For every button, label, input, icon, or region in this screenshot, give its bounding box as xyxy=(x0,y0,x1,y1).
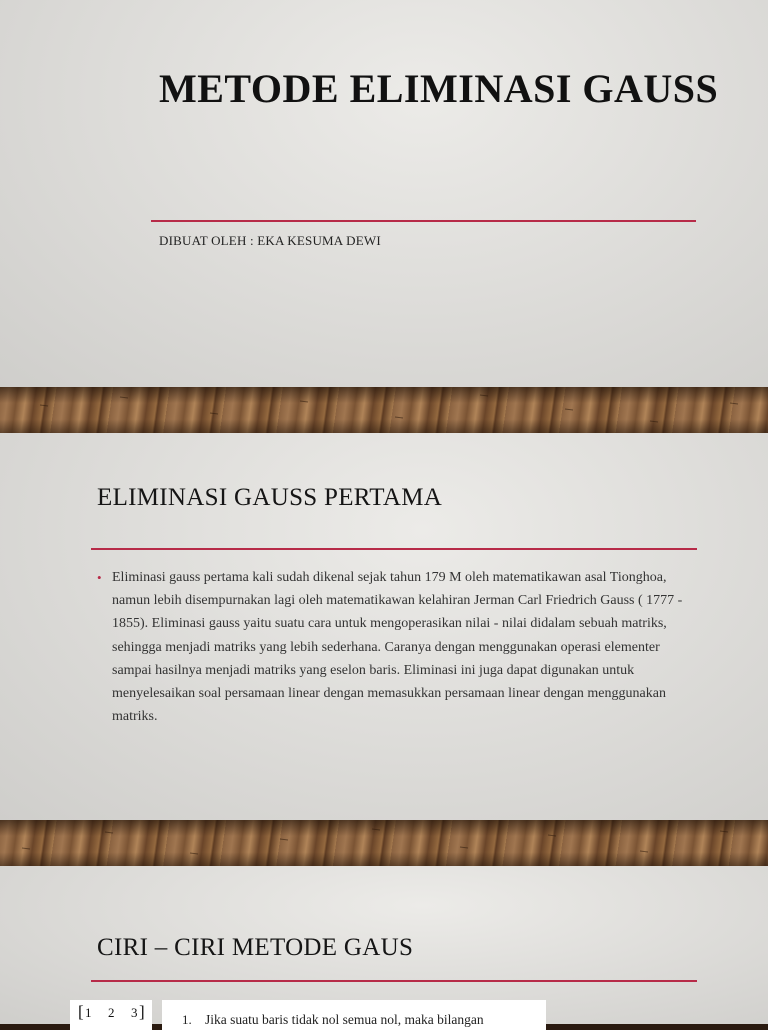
floor-seams xyxy=(0,387,768,433)
slide-title: METODE ELIMINASI GAUSS xyxy=(159,66,719,111)
list-item-text: Jika suatu baris tidak nol semua nol, maka bilangan xyxy=(205,1012,484,1027)
floor-seams xyxy=(0,820,768,866)
author-subtitle: DIBUAT OLEH : EKA KESUMA DEWI xyxy=(159,233,381,248)
bullet-text: Eliminasi gauss pertama kali sudah dikenal sejak tahun 179 M oleh matematikawan asal Tionghoa, namun lebih disempurnakan lagi oleh matematikawan kelahiran Jerman Carl Friedrich Gauss ( 1777 - 1855). Eliminasi gauss yaitu suatu cara untuk mengoperasikan nilai - nilai didalam sebuah matriks, sehingga menjadi matriks yang lebih sederhana. Caranya dengan menggunakan operasi elementer sampai hasilnya menjadi matriks yang eselon baris. Eliminasi ini juga dapat digunakan untuk menyelesaikan soal persamaan linear dengan memasukkan persamaan linear dengan menggunakan matriks. xyxy=(112,570,683,725)
section-heading: ELIMINASI GAUSS PERTAMA xyxy=(97,484,443,511)
bullet-icon: • xyxy=(97,570,102,585)
matrix-image xyxy=(70,1000,152,1030)
matrix-bracket-close: ] xyxy=(139,1002,145,1021)
wood-floor-2 xyxy=(0,820,768,866)
list-item xyxy=(97,566,697,728)
numbered-list xyxy=(162,1000,546,1030)
heading-divider xyxy=(91,548,697,550)
matrix-cell: 2 xyxy=(108,1005,115,1020)
section-heading: CIRI – CIRI METODE GAUS xyxy=(97,934,414,961)
matrix-cell: 1 xyxy=(85,1005,92,1020)
title-divider xyxy=(151,220,696,222)
bullet-list xyxy=(97,566,697,728)
matrix-cell: 3 xyxy=(131,1005,138,1020)
heading-divider xyxy=(91,980,697,982)
wood-floor-1 xyxy=(0,387,768,433)
matrix-bracket-open: [ xyxy=(78,1002,84,1021)
list-number: 1. xyxy=(182,1012,192,1027)
slide-1 xyxy=(0,0,768,387)
